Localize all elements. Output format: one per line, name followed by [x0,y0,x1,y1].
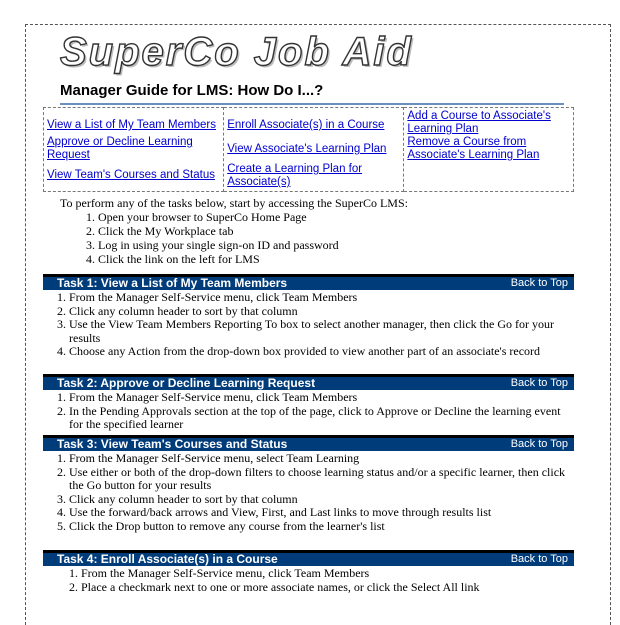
task-3-title: Task 3: View Team's Courses and Status [57,437,288,451]
list-item: 1. From the Manager Self-Service menu, click Team Members [69,391,574,405]
link-task-8[interactable]: Remove a Course from Associate's Learning Plan [407,136,540,161]
list-item: 2. Place a checkmark next to one or more associate names, or click the Select All link [81,581,574,595]
list-item: 3. Click any column header to sort by that column [69,493,574,507]
list-item: 4. Use the forward/back arrows and View, First, and Last links to move through results list [69,506,574,520]
divider [60,103,564,105]
list-item: 5. Click the Drop button to remove any course from the learner's list [69,520,574,534]
intro-text: To perform any of the tasks below, start by accessing the SuperCo LMS: [60,196,408,210]
list-item: 1. Open your browser to SuperCo Home Page [98,210,408,224]
list-item: 1. From the Manager Self-Service menu, select Team Learning [69,452,574,466]
list-item: 2. In the Pending Approvals section at the top of the page, click to Approve or Decline the learning event for the specified learner [69,405,574,432]
link-task-5[interactable]: View Associate's Learning Plan [227,143,387,155]
list-item: 1. From the Manager Self-Service menu, click Team Members [81,567,574,581]
task-2-header [43,374,574,390]
links-column-1 [44,108,224,192]
link-task-4[interactable]: Enroll Associate(s) in a Course [227,119,385,131]
list-item: 2. Click any column header to sort by that column [69,305,574,319]
list-item: 1. From the Manager Self-Service menu, click Team Members [69,291,574,305]
back-to-top-link[interactable]: Back to Top [510,377,568,389]
task-2-body [43,391,574,432]
list-item: 2. Use either or both of the drop-down filters to choose learning status and/or a specific learner, then click the Go button for your results [69,466,574,493]
intro-steps [60,210,408,266]
logo: SuperCo Job Aid [60,30,413,74]
link-task-6[interactable]: Create a Learning Plan for Associate(s) [227,163,363,188]
back-to-top-link[interactable]: Back to Top [510,277,568,289]
list-item: 4. Choose any Action from the drop-down box provided to view another part of an associate's record [69,345,574,359]
list-item: 2. Click the My Workplace tab [98,224,408,238]
task-3-header [43,435,574,451]
back-to-top-link[interactable]: Back to Top [510,438,568,450]
task-3-body [43,452,574,533]
task-4-title: Task 4: Enroll Associate(s) in a Course [57,552,278,566]
task-1-header [43,274,574,290]
list-item: 4. Click the link on the left for LMS [98,252,408,266]
task-links-table [43,107,574,192]
links-column-2 [224,108,404,192]
back-to-top-link[interactable]: Back to Top [510,553,568,565]
list-item: 3. Log in using your single sign-on ID and password [98,238,408,252]
links-column-3 [404,108,574,192]
intro-section [60,196,408,266]
page-subtitle: Manager Guide for LMS: How Do I...? [60,82,324,99]
link-task-3[interactable]: View Team's Courses and Status [47,169,215,181]
link-task-2[interactable]: Approve or Decline Learning Request [47,136,193,161]
link-task-7[interactable]: Add a Course to Associate's Learning Plan [407,110,551,135]
task-1-title: Task 1: View a List of My Team Members [57,276,288,290]
list-item: 3. Use the View Team Members Reporting To box to select another manager, then click the Go for your results [69,318,574,345]
link-task-1[interactable]: View a List of My Team Members [47,119,216,131]
task-1-body [43,291,574,359]
task-4-header [43,550,574,566]
task-2-title: Task 2: Approve or Decline Learning Request [57,376,316,390]
